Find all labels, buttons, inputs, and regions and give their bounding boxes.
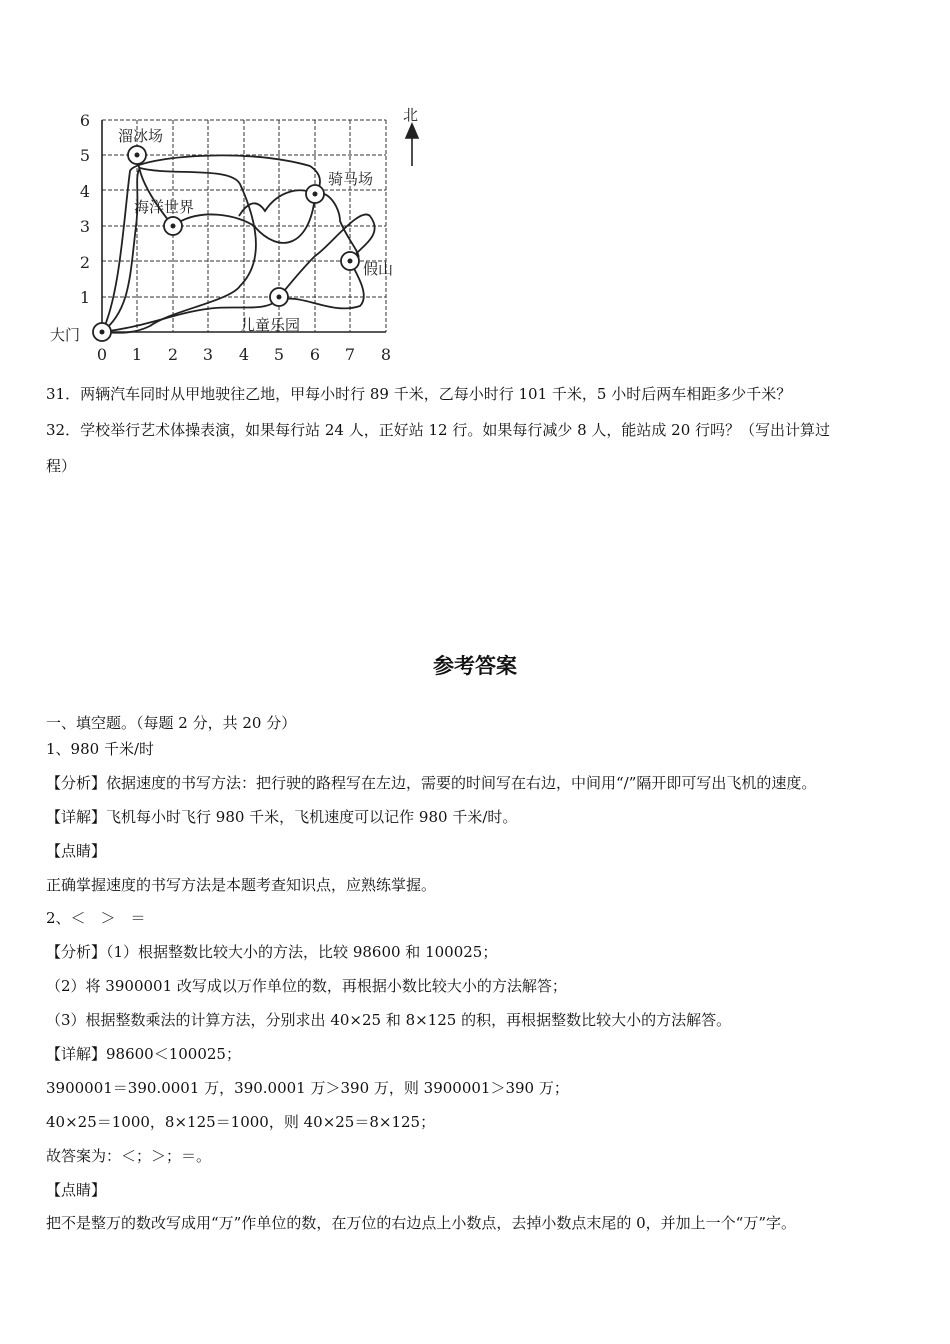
label-ice-rink: 溜冰场 [118,127,164,145]
question-31: 31．两辆汽车同时从甲地驶往乙地，甲每小时行 89 千米，乙每小时行 101 千米，5 小时后两车相距多少千米？ [46,385,792,403]
x-axis-ticks [97,345,391,364]
answer-1-analysis: 【分析】依据速度的书写方法：把行驶的路程写在左边，需要的时间写在右边，中间用“/”隔开即可写出飞机的速度。 [46,774,817,792]
answer-2-detail-3: 40×25＝1000，8×125＝1000，则 40×25＝8×125； [46,1113,436,1131]
answer-1-tip: 正确掌握速度的书写方法是本题考查知识点，应熟练掌握。 [46,876,437,894]
label-children-park: 儿童乐园 [240,316,301,334]
answer-2-tip: 把不是整万的数改写成用“万”作单位的数，在万位的右边点上小数点，去掉小数点末尾的 0，并加上一个“万”字。 [46,1214,796,1232]
x-tick: 0 [96,345,108,364]
answer-2-detail-2: 3900001＝390.0001 万，390.0001 万＞390 万，则 3900001＞390 万； [46,1079,569,1097]
x-tick: 3 [202,345,214,364]
park-map-figure [40,96,440,376]
y-axis-ticks [80,111,90,307]
x-tick: 5 [273,345,285,364]
question-32-line2: 程） [46,457,77,475]
answer-2-analysis: 【分析】（1）根据整数比较大小的方法，比较 98600 和 100025； [46,943,498,961]
x-tick: 1 [131,345,143,364]
answer-1: 1、980 千米/时 [46,740,154,758]
label-horse-riding: 骑马场 [328,170,374,188]
answers-title: 参考答案 [433,654,517,678]
answer-2: 2、＜ ＞ ＝ [46,909,146,927]
north-arrow-icon [406,124,418,166]
x-tick: 2 [167,345,179,364]
label-ocean-world: 海洋世界 [134,198,195,216]
y-tick: 2 [79,253,90,272]
y-tick: 3 [79,217,90,236]
north-label: 北 [403,106,419,124]
answer-2-analysis-2: （2）将 3900001 改写成以万作单位的数，再根据小数比较大小的方法解答； [46,977,567,995]
answer-1-detail: 【详解】飞机每小时飞行 980 千米，飞机速度可以记作 980 千米/时。 [46,808,518,826]
x-tick: 7 [344,345,356,364]
y-tick: 4 [79,182,90,201]
question-32-line1: 32．学校举行艺术体操表演，如果每行站 24 人，正好站 12 行。如果每行减少 8 人，能站成 20 行吗？（写出计算过 [46,421,831,439]
section-heading: 一、填空题。（每题 2 分，共 20 分） [46,714,297,732]
y-tick: 6 [79,111,90,130]
y-tick: 5 [79,146,90,165]
y-tick: 1 [79,288,90,307]
x-tick: 6 [309,345,321,364]
answer-2-final: 故答案为：＜；＞；＝。 [46,1147,212,1165]
x-tick: 4 [238,345,250,364]
answer-1-tip-label: 【点睛】 [46,842,107,860]
x-tick: 8 [380,345,392,364]
answer-2-detail: 【详解】98600＜100025； [46,1045,241,1063]
park-map-svg [40,96,440,376]
answer-2-tip-label: 【点睛】 [46,1181,107,1199]
label-rockery: 假山 [363,260,394,278]
answer-2-analysis-3: （3）根据整数乘法的计算方法，分别求出 40×25 和 8×125 的积，再根据整数比较大小的方法解答。 [46,1011,732,1029]
label-gate: 大门 [50,326,81,344]
